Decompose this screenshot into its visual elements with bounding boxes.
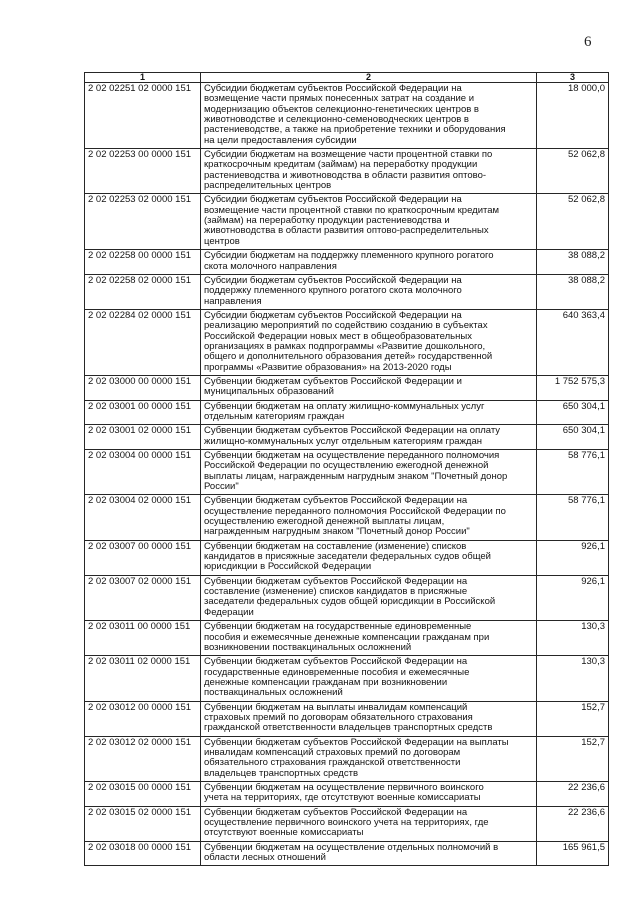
table-body: [85, 83, 609, 866]
description-line: денежные компенсации гражданам при возникновении: [204, 676, 448, 688]
table-header: [85, 73, 609, 83]
table-row: [85, 575, 609, 620]
description-line: осуществление переданного полномочия Российской Федерации по: [204, 505, 506, 517]
table-row: [85, 656, 609, 701]
description-line: Российской Федерации новых мест в общеобразовательных: [204, 330, 472, 342]
description-line: Субвенции бюджетам на выплаты инвалидам компенсаций: [204, 701, 468, 713]
description-line: Субвенции бюджетам на осуществление первичного воинского: [204, 781, 484, 793]
budget-code-cell: 2 02 02253 00 0000 151: [85, 149, 201, 194]
description-line: Субсидии бюджетам субъектов Российской Федерации на: [204, 83, 462, 94]
description-line: Российской Федерации по осуществлению ежегодной денежной: [204, 460, 489, 472]
description-cell: [201, 274, 537, 309]
header-col-amount: 3: [537, 73, 609, 83]
amount-cell: 22 236,6: [537, 781, 609, 806]
description-line: выплаты лицам, награжденным нагрудным знаком "Почетный донор: [204, 470, 508, 482]
description-cell: [201, 701, 537, 736]
description-cell: [201, 309, 537, 375]
description-line: Субсидии бюджетам субъектов Российской Федерации на: [204, 194, 462, 206]
budget-code-cell: 2 02 03004 02 0000 151: [85, 495, 201, 540]
budget-code-cell: 2 02 03000 00 0000 151: [85, 375, 201, 400]
description-cell: [201, 250, 537, 275]
description-line: Субвенции бюджетам на осуществление переданного полномочия: [204, 450, 500, 461]
description-line: Субвенции бюджетам на составление (изменение) списков: [204, 540, 467, 552]
description-cell: [201, 841, 537, 866]
description-line: осуществлению ежегодной денежной выплаты лицам,: [204, 516, 445, 528]
amount-cell: 926,1: [537, 540, 609, 575]
description-line: Субсидии бюджетам субъектов Российской Федерации на: [204, 309, 462, 321]
amount-cell: 38 088,2: [537, 274, 609, 309]
budget-code-cell: 2 02 03011 02 0000 151: [85, 656, 201, 701]
description-line: Субвенции бюджетам субъектов Российской Федерации на: [204, 575, 468, 587]
description-cell: [201, 575, 537, 620]
description-line: скота молочного направления: [204, 260, 337, 272]
table-row: [85, 841, 609, 866]
amount-cell: 650 304,1: [537, 400, 609, 425]
description-line: награжденным нагрудным знаком "Почетный донор России": [204, 526, 470, 538]
description-cell: [201, 450, 537, 495]
description-line: осуществление первичного воинского учета на территориях, где: [204, 817, 489, 828]
table-row: [85, 450, 609, 495]
description-cell: [201, 781, 537, 806]
table-row: [85, 375, 609, 400]
description-line: государственные единовременные пособия и ежемесячные: [204, 666, 470, 678]
budget-table: [84, 72, 609, 866]
description-line: центров: [204, 235, 240, 247]
description-line: организациях в рамках подпрограммы «Развитие дошкольного,: [204, 340, 486, 352]
description-line: отдельным категориям граждан: [204, 410, 345, 422]
description-cell: [201, 540, 537, 575]
description-line: инвалидам компенсаций страховых премий по договорам: [204, 746, 461, 758]
budget-code-cell: 2 02 02253 02 0000 151: [85, 194, 201, 250]
description-line: отсутствуют военные комиссариаты: [204, 827, 364, 839]
description-line: растениеводства и животноводства в области развития оптово-: [204, 169, 487, 181]
budget-code-cell: 2 02 03001 02 0000 151: [85, 425, 201, 450]
table-row: [85, 250, 609, 275]
budget-code-cell: 2 02 03011 00 0000 151: [85, 621, 201, 656]
description-line: составление (изменение) списков кандидатов в присяжные: [204, 586, 468, 598]
description-cell: [201, 621, 537, 656]
header-col-description: 2: [201, 73, 537, 83]
amount-cell: 152,7: [537, 701, 609, 736]
description-line: области лесных отношений: [204, 852, 326, 864]
amount-cell: 58 776,1: [537, 495, 609, 540]
table-row: [85, 149, 609, 194]
description-line: Субвенции бюджетам на государственные единовременные: [204, 621, 472, 633]
description-line: программы «Развитие образования» на 2013-2020 годы: [204, 361, 452, 373]
description-line: возникновении поствакцинальных осложнений: [204, 641, 412, 653]
table-row: [85, 495, 609, 540]
description-line: Субсидии бюджетам на возмещение части процентной ставки по: [204, 149, 493, 161]
table-row: [85, 540, 609, 575]
budget-code-cell: 2 02 03007 02 0000 151: [85, 575, 201, 620]
description-line: Субсидии бюджетам на поддержку племенного крупного рогатого: [204, 250, 494, 262]
description-line: России": [204, 481, 239, 493]
budget-code-cell: 2 02 02258 02 0000 151: [85, 274, 201, 309]
description-line: пособия и ежемесячные денежные компенсации гражданам при: [204, 631, 490, 643]
amount-cell: 58 776,1: [537, 450, 609, 495]
description-line: общего и дополнительного образования детей» государственной: [204, 351, 493, 363]
description-cell: [201, 495, 537, 540]
description-line: владельцев транспортных средств: [204, 767, 358, 779]
description-line: Субвенции бюджетам субъектов Российской Федерации на: [204, 495, 468, 507]
table-row: [85, 781, 609, 806]
description-line: учета на территориях, где отсутствуют военные комиссариаты: [204, 792, 481, 804]
description-line: модернизацию объектов селекционно-генетических центров в: [204, 103, 479, 115]
description-line: Субвенции бюджетам субъектов Российской Федерации на выплаты: [204, 736, 509, 748]
description-line: возмещение части прямых понесенных затрат на создание и: [204, 93, 475, 105]
description-line: заседатели федеральных судов общей юрисдикции в Российской: [204, 596, 496, 608]
description-line: Субвенции бюджетам субъектов Российской Федерации и: [204, 375, 462, 387]
description-line: обязательного страхования гражданской ответственности: [204, 757, 461, 769]
budget-code-cell: 2 02 02251 02 0000 151: [85, 83, 201, 149]
amount-cell: 52 062,8: [537, 194, 609, 250]
description-cell: [201, 736, 537, 781]
amount-cell: 640 363,4: [537, 309, 609, 375]
amount-cell: 926,1: [537, 575, 609, 620]
description-cell: [201, 425, 537, 450]
amount-cell: 152,7: [537, 736, 609, 781]
description-line: реализацию мероприятий по содействию созданию в субъектах: [204, 320, 488, 332]
header-col-code: 1: [85, 73, 201, 83]
description-line: Субвенции бюджетам на осуществление отдельных полномочий в: [204, 841, 499, 853]
table-row: [85, 806, 609, 841]
budget-code-cell: 2 02 03012 02 0000 151: [85, 736, 201, 781]
description-line: Субсидии бюджетам субъектов Российской Федерации на: [204, 274, 462, 286]
description-cell: [201, 83, 537, 149]
description-line: кандидатов в присяжные заседатели федеральных судов общей: [204, 551, 491, 563]
table-row: [85, 736, 609, 781]
description-line: растениеводстве, а также на приобретение техники и оборудования: [204, 124, 506, 136]
table-row: [85, 274, 609, 309]
table-row: [85, 701, 609, 736]
description-cell: [201, 149, 537, 194]
description-line: Субвенции бюджетам субъектов Российской Федерации на: [204, 806, 468, 818]
budget-code-cell: 2 02 03012 00 0000 151: [85, 701, 201, 736]
amount-cell: 1 752 575,3: [537, 375, 609, 400]
description-line: животноводстве и селекционно-семеноводческих центров в: [204, 114, 469, 126]
amount-cell: 38 088,2: [537, 250, 609, 275]
table-row: [85, 309, 609, 375]
description-cell: [201, 656, 537, 701]
amount-cell: 22 236,6: [537, 806, 609, 841]
description-line: возмещение части процентной ставки по краткосрочным кредитам: [204, 204, 500, 216]
description-line: гражданской ответственности владельцев транспортных средств: [204, 722, 493, 734]
table-row: [85, 400, 609, 425]
header-row: [85, 73, 609, 83]
description-line: юрисдикции в Российской Федерации: [204, 561, 372, 573]
description-line: поддержку племенного крупного рогатого скота молочного: [204, 285, 462, 297]
description-line: Субвенции бюджетам субъектов Российской Федерации на: [204, 656, 468, 668]
description-line: Субвенции бюджетам на оплату жилищно-коммунальных услуг: [204, 400, 485, 412]
description-line: краткосрочным кредитам (займам) на переработку продукции: [204, 159, 478, 171]
budget-code-cell: 2 02 03018 00 0000 151: [85, 841, 201, 866]
budget-code-cell: 2 02 03007 00 0000 151: [85, 540, 201, 575]
budget-code-cell: 2 02 03004 00 0000 151: [85, 450, 201, 495]
description-line: распределительных центров: [204, 180, 332, 192]
description-line: поствакцинальных осложнений: [204, 687, 343, 699]
amount-cell: 130,3: [537, 656, 609, 701]
amount-cell: 18 000,0: [537, 83, 609, 149]
description-line: Федерации: [204, 606, 254, 618]
description-cell: [201, 375, 537, 400]
table-row: [85, 83, 609, 149]
description-line: животноводства в области развития оптово-распределительных: [204, 225, 489, 237]
description-line: направления: [204, 295, 262, 307]
budget-code-cell: 2 02 02284 02 0000 151: [85, 309, 201, 375]
description-line: (займам) на переработку продукции растениеводства и: [204, 215, 450, 227]
description-cell: [201, 806, 537, 841]
budget-code-cell: 2 02 03015 02 0000 151: [85, 806, 201, 841]
description-line: на цели предоставления субсидии: [204, 134, 357, 146]
description-cell: [201, 194, 537, 250]
table-row: [85, 194, 609, 250]
description-line: муниципальных образований: [204, 386, 334, 398]
amount-cell: 165 961,5: [537, 841, 609, 866]
description-line: страховых премий по договорам обязательного страхования: [204, 711, 473, 723]
description-cell: [201, 400, 537, 425]
page-number: 6: [584, 34, 592, 50]
amount-cell: 52 062,8: [537, 149, 609, 194]
budget-code-cell: 2 02 02258 00 0000 151: [85, 250, 201, 275]
budget-code-cell: 2 02 03015 00 0000 151: [85, 781, 201, 806]
budget-code-cell: 2 02 03001 00 0000 151: [85, 400, 201, 425]
amount-cell: 130,3: [537, 621, 609, 656]
table-row: [85, 425, 609, 450]
description-line: Субвенции бюджетам субъектов Российской Федерации на оплату: [204, 425, 501, 437]
description-line: жилищно-коммунальных услуг отдельным категориям граждан: [204, 435, 482, 447]
table-row: [85, 621, 609, 656]
amount-cell: 650 304,1: [537, 425, 609, 450]
